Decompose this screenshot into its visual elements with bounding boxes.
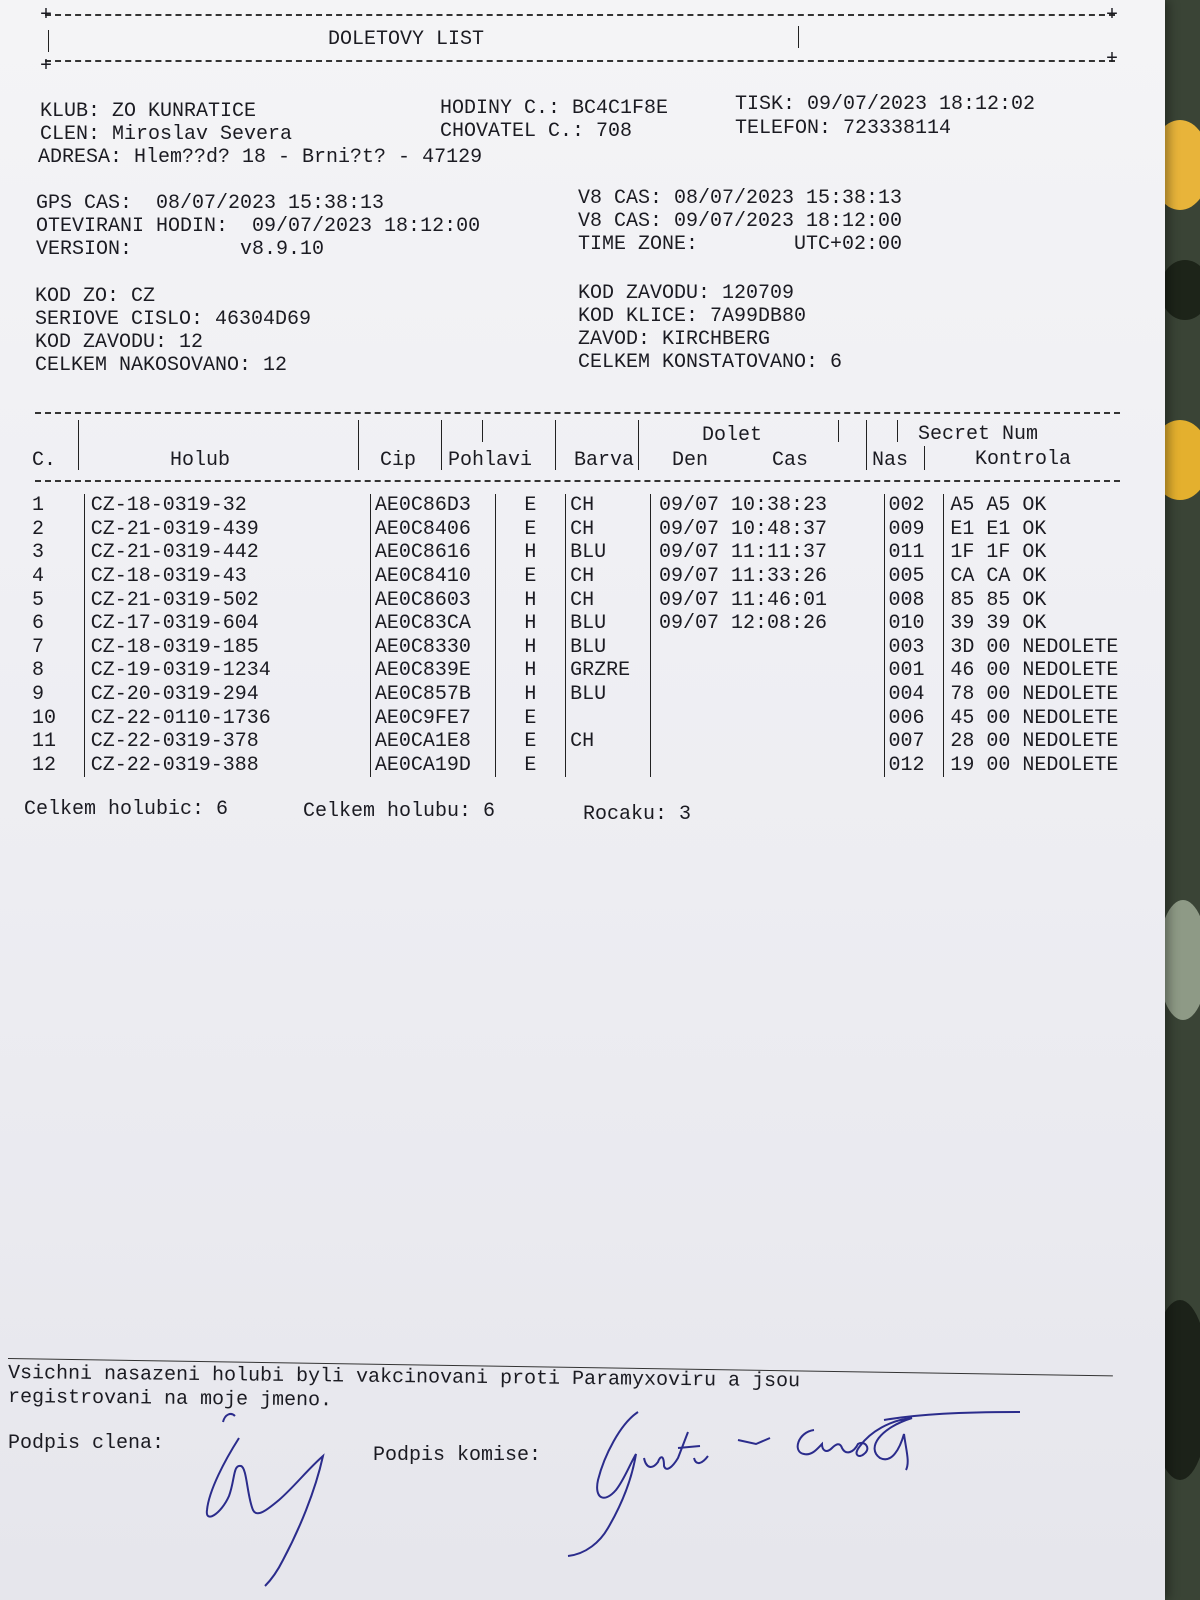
color: CH	[566, 565, 651, 589]
color: CH	[566, 588, 651, 612]
sex: H	[495, 636, 566, 660]
commission-signature-label: Podpis komise:	[373, 1444, 542, 1467]
border-plus: +	[40, 4, 53, 27]
pigeon-ring: CZ-18-0319-185	[84, 636, 370, 660]
pigeon-table	[28, 494, 1165, 777]
chip-id: AE0CA1E8	[370, 730, 495, 754]
total-hens: Celkem holubic: 6	[24, 798, 229, 821]
secret-check: E1 E1 OK	[944, 518, 1165, 542]
th-holub: Holub	[170, 449, 231, 472]
row-number: 5	[32, 588, 45, 612]
table-row	[28, 636, 1165, 660]
header-divider	[482, 420, 483, 442]
pigeon-ring: CZ-22-0110-1736	[84, 706, 370, 730]
title-top-border	[45, 14, 1115, 16]
arrival-time	[651, 706, 885, 730]
print-time: TISK: 09/07/2023 18:12:02	[735, 93, 1036, 116]
pigeon-ring: CZ-22-0319-378	[84, 730, 370, 754]
background-foliage	[1160, 260, 1200, 320]
basket-number: 005	[884, 565, 944, 589]
phone: TELEFON: 723338114	[735, 117, 952, 140]
chip-id: AE0C8406	[370, 518, 495, 542]
row-number: 2	[32, 517, 45, 541]
arrival-time: 09/07 12:08:26	[651, 612, 885, 636]
arrival-time	[651, 730, 885, 754]
pigeon-ring: CZ-17-0319-604	[84, 612, 370, 636]
row-number: 3	[32, 541, 45, 565]
key-code: KOD KLICE: 7A99DB80	[578, 305, 807, 328]
table-row	[28, 541, 1165, 565]
row-number: 8	[32, 659, 45, 683]
secret-check: 46 00 NEDOLETE	[944, 659, 1165, 683]
title-bottom-border	[45, 60, 1115, 62]
v8-time-1: V8 CAS: 08/07/2023 15:38:13	[578, 187, 903, 210]
basket-number: 010	[884, 612, 944, 636]
total-yearlings: Rocaku: 3	[583, 803, 692, 826]
chip-id: AE0C8330	[370, 636, 495, 660]
secret-check: 39 39 OK	[944, 612, 1165, 636]
serial-number: SERIOVE CISLO: 46304D69	[35, 308, 312, 331]
table-header-dolet: Dolet	[702, 424, 763, 447]
header-divider	[897, 420, 898, 442]
sex: E	[495, 494, 566, 518]
th-nas: Nas	[872, 449, 909, 472]
member-line: CLEN: Miroslav Severa	[40, 123, 293, 146]
arrival-time: 09/07 11:11:37	[651, 541, 885, 565]
sex: H	[495, 588, 566, 612]
table-row	[28, 588, 1165, 612]
table-top-border	[35, 412, 1120, 414]
chip-id: AE0C839E	[370, 659, 495, 683]
header-divider	[441, 420, 442, 470]
chip-id: AE0C8603	[370, 588, 495, 612]
title-left-bar	[48, 30, 49, 52]
row-number: 9	[32, 683, 45, 707]
header-divider	[924, 446, 925, 470]
member-signature	[195, 1400, 345, 1590]
kod-zo: KOD ZO: CZ	[35, 285, 156, 308]
color: BLU	[566, 612, 651, 636]
race-code-full: KOD ZAVODU: 120709	[578, 282, 795, 305]
color	[566, 754, 651, 778]
th-pohlavi: Pohlavi	[448, 449, 533, 472]
color: GRZRE	[566, 659, 651, 683]
th-cas: Cas	[772, 449, 809, 472]
table-header-secret: Secret Num	[918, 423, 1039, 446]
color	[566, 706, 651, 730]
chip-id: AE0C86D3	[370, 494, 495, 518]
arrival-time	[651, 683, 885, 707]
clock-number: HODINY C.: BC4C1F8E	[440, 97, 669, 120]
arrival-time	[651, 659, 885, 683]
basket-number: 007	[884, 730, 944, 754]
secret-check: 85 85 OK	[944, 588, 1165, 612]
table-row	[28, 754, 1165, 778]
th-c: C.	[32, 449, 57, 472]
secret-check: CA CA OK	[944, 565, 1165, 589]
sex: E	[495, 518, 566, 542]
table-row	[28, 730, 1165, 754]
header-divider	[838, 420, 839, 442]
secret-check: 78 00 NEDOLETE	[944, 683, 1165, 707]
table-row	[28, 659, 1165, 683]
chip-id: AE0C857B	[370, 683, 495, 707]
table-row	[28, 518, 1165, 542]
color: CH	[566, 730, 651, 754]
color: CH	[566, 518, 651, 542]
table-header-bottom-border	[35, 480, 1120, 482]
row-number: 12	[32, 753, 57, 777]
sex: E	[495, 754, 566, 778]
total-cocks: Celkem holubu: 6	[303, 800, 496, 823]
secret-check: 28 00 NEDOLETE	[944, 730, 1165, 754]
border-plus: +	[40, 55, 53, 78]
row-number: 7	[32, 635, 45, 659]
pigeon-ring: CZ-22-0319-388	[84, 754, 370, 778]
secret-check: 45 00 NEDOLETE	[944, 706, 1165, 730]
row-number: 6	[32, 612, 45, 636]
color: BLU	[566, 541, 651, 565]
header-divider	[78, 420, 79, 470]
th-cip: Cip	[380, 449, 417, 472]
header-divider	[358, 420, 359, 470]
title-right-bar	[798, 26, 799, 48]
chip-id: AE0C8616	[370, 541, 495, 565]
table-row	[28, 683, 1165, 707]
header-divider	[638, 420, 639, 470]
arrival-time: 09/07 10:48:37	[651, 518, 885, 542]
sex: E	[495, 730, 566, 754]
row-number: 4	[32, 565, 45, 589]
border-plus: +	[1106, 4, 1119, 27]
secret-check: 1F 1F OK	[944, 541, 1165, 565]
total-basketed: CELKEM NAKOSOVANO: 12	[35, 354, 288, 377]
secret-check: A5 A5 OK	[944, 494, 1165, 518]
total-clocked: CELKEM KONSTATOVANO: 6	[578, 351, 843, 374]
sex: H	[495, 541, 566, 565]
sex: E	[495, 565, 566, 589]
chip-id: AE0C83CA	[370, 612, 495, 636]
pigeon-ring: CZ-21-0319-439	[84, 518, 370, 542]
chip-id: AE0CA19D	[370, 754, 495, 778]
gps-time: GPS CAS: 08/07/2023 15:38:13	[36, 192, 385, 215]
basket-number: 004	[884, 683, 944, 707]
basket-number: 006	[884, 706, 944, 730]
color: BLU	[566, 683, 651, 707]
sex: H	[495, 612, 566, 636]
arrival-time	[651, 754, 885, 778]
basket-number: 011	[884, 541, 944, 565]
border-plus: +	[1106, 48, 1119, 71]
clock-open-time: OTEVIRANI HODIN: 09/07/2023 18:12:00	[36, 215, 481, 238]
address-line: ADRESA: Hlem??d? 18 - Brni?t? - 47129	[38, 146, 483, 169]
pigeon-ring: CZ-18-0319-32	[84, 494, 370, 518]
basket-number: 001	[884, 659, 944, 683]
document-title: DOLETOVY LIST	[328, 28, 485, 51]
sex: H	[495, 659, 566, 683]
basket-number: 012	[884, 754, 944, 778]
pigeon-ring: CZ-20-0319-294	[84, 683, 370, 707]
arrival-time	[651, 636, 885, 660]
race-code: KOD ZAVODU: 12	[35, 331, 204, 354]
color: CH	[566, 494, 651, 518]
arrival-time: 09/07 11:46:01	[651, 588, 885, 612]
declaration-line-1: Vsichni nasazeni holubi byli vakcinovani proti Paramyxoviru a jsou	[7, 1362, 801, 1394]
v8-time-2: V8 CAS: 09/07/2023 18:12:00	[578, 210, 903, 233]
arrival-time: 09/07 10:38:23	[651, 494, 885, 518]
pigeon-ring: CZ-21-0319-442	[84, 541, 370, 565]
th-kontrola: Kontrola	[975, 448, 1072, 471]
declaration-line-2: registrovani na moje jmeno.	[7, 1386, 333, 1413]
race-name: ZAVOD: KIRCHBERG	[578, 328, 771, 351]
version: VERSION: v8.9.10	[36, 238, 325, 261]
commission-signature	[560, 1400, 1040, 1560]
pigeon-ring: CZ-19-0319-1234	[84, 659, 370, 683]
header-divider	[866, 420, 867, 470]
table-row	[28, 612, 1165, 636]
header-divider	[555, 420, 556, 470]
chip-id: AE0C9FE7	[370, 706, 495, 730]
time-zone: TIME ZONE: UTC+02:00	[578, 233, 903, 256]
pigeon-ring: CZ-21-0319-502	[84, 588, 370, 612]
sex: E	[495, 706, 566, 730]
secret-check: 19 00 NEDOLETE	[944, 754, 1165, 778]
basket-number: 002	[884, 494, 944, 518]
breeder-number: CHOVATEL C.: 708	[440, 120, 633, 143]
color: BLU	[566, 636, 651, 660]
table-row	[28, 494, 1165, 518]
table-row	[28, 565, 1165, 589]
sex: H	[495, 683, 566, 707]
row-number: 10	[32, 706, 57, 730]
secret-check: 3D 00 NEDOLETE	[944, 636, 1165, 660]
th-barva: Barva	[574, 449, 635, 472]
chip-id: AE0C8410	[370, 565, 495, 589]
member-signature-label: Podpis clena:	[8, 1432, 165, 1455]
basket-number: 008	[884, 588, 944, 612]
basket-number: 003	[884, 636, 944, 660]
arrival-time: 09/07 11:33:26	[651, 565, 885, 589]
th-den: Den	[672, 449, 709, 472]
basket-number: 009	[884, 518, 944, 542]
pigeon-table-body	[28, 494, 1165, 777]
row-number: 1	[32, 494, 45, 518]
pigeon-ring: CZ-18-0319-43	[84, 565, 370, 589]
club-line: KLUB: ZO KUNRATICE	[40, 100, 257, 123]
row-number: 11	[32, 730, 57, 754]
table-row	[28, 706, 1165, 730]
